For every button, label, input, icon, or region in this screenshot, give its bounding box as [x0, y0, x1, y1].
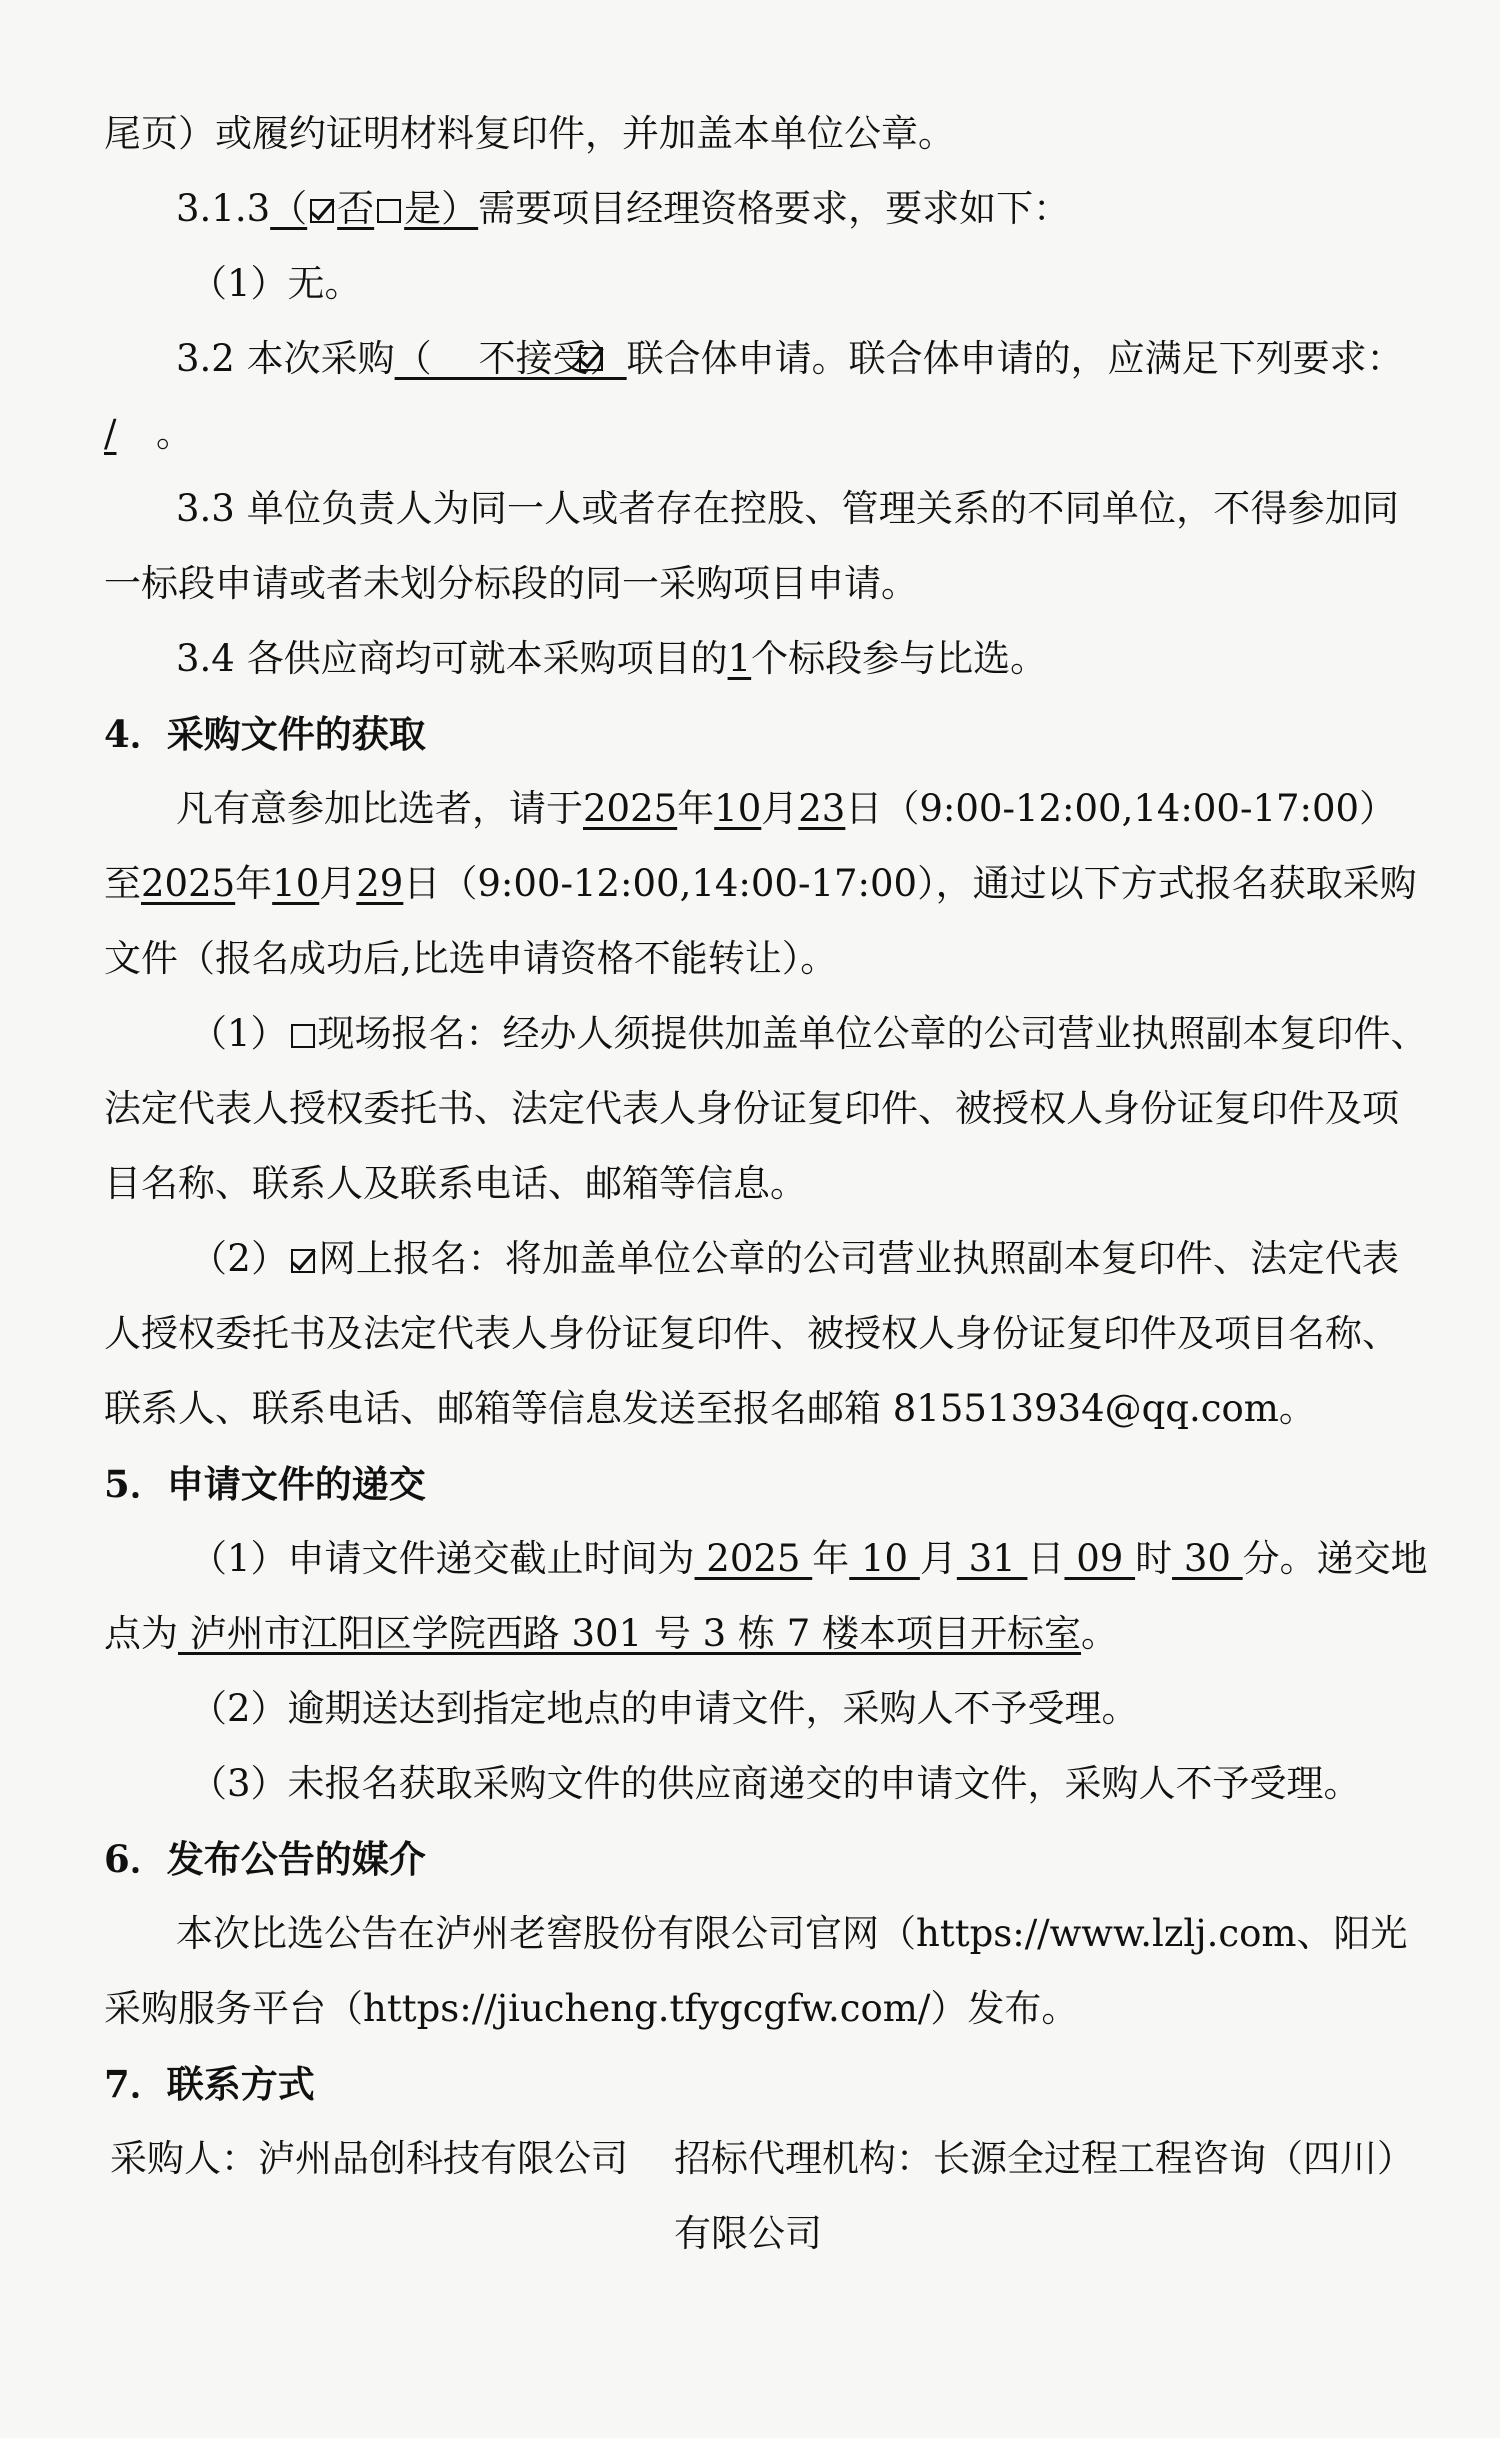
paragraph-line — [104, 935, 1399, 983]
agent-contact-continued — [674, 2210, 1400, 2258]
checked-box-icon — [579, 347, 603, 371]
text: 招标代理机构：长源全过程工程咨询（四川） — [674, 2137, 1414, 2180]
heading-text: 7．联系方式 — [104, 2062, 315, 2106]
requirement-3-4 — [176, 635, 1471, 683]
text: 日 — [1027, 1537, 1065, 1580]
paragraph-line — [104, 1085, 1399, 1133]
filled-blank: 29 — [356, 862, 404, 905]
requirement-3-2 — [176, 335, 1471, 383]
text: 目名称、联系人及联系电话、邮箱等信息。 — [104, 1162, 807, 1205]
paragraph-line — [176, 1910, 1408, 1958]
text: 尾页）或履约证明材料复印件，并加盖本单位公章。 — [104, 112, 955, 155]
checked-box-icon — [310, 199, 334, 223]
filled-blank: 31 — [956, 1537, 1028, 1580]
text: （1）无。 — [190, 262, 362, 305]
text: 月 — [319, 862, 357, 905]
text: 法定代表人授权委托书、法定代表人身份证复印件、被授权人身份证复印件及项 — [104, 1087, 1399, 1130]
paragraph-line — [104, 410, 1399, 458]
text: 网上报名：将加盖单位公章的公司营业执照副本复印件、法定代表 — [318, 1237, 1400, 1280]
requirement-3-1-3 — [176, 185, 1471, 233]
filled-blank: 09 — [1064, 1537, 1136, 1580]
filled-blank: 2025 — [583, 787, 678, 830]
paragraph-line — [176, 785, 1471, 833]
text: 日（9:00-12:00,14:00-17:00），通过以下方式报名获取采购 — [403, 862, 1417, 905]
filled-blank: 23 — [798, 787, 846, 830]
paragraph-line — [104, 1160, 1399, 1208]
text: （1） — [190, 1012, 288, 1055]
paragraph-line — [176, 485, 1399, 533]
paragraph-line — [104, 1610, 1399, 1658]
text: 。 — [156, 412, 193, 455]
text: （ — [270, 187, 308, 230]
filled-blank: 2025 — [141, 862, 236, 905]
text: 人授权委托书及法定代表人身份证复印件、被授权人身份证复印件及项目名称、 — [104, 1312, 1399, 1355]
purchaser-contact — [110, 2135, 670, 2183]
text: 年 — [677, 787, 715, 830]
text: 采购服务平台（https://jiucheng.tfygcgfw.com/）发布。 — [104, 1987, 1079, 2030]
section-heading — [104, 1460, 1399, 1508]
text: （1）申请文件递交截止时间为 — [190, 1537, 695, 1580]
text: 文件（报名成功后,比选申请资格不能转让）。 — [104, 937, 838, 980]
text: 年 — [235, 862, 273, 905]
text: 个标段参与比选。 — [751, 637, 1048, 680]
paragraph-line — [104, 1385, 1399, 1433]
filled-blank: 1 — [727, 637, 752, 680]
filled-blank: 10 — [849, 1537, 920, 1580]
text: 联合体申请。联合体申请的，应满足下列要求： — [626, 337, 1404, 380]
option-yes-label: 是） — [404, 187, 479, 230]
filled-blank: / — [104, 412, 117, 455]
text: 月 — [919, 1537, 957, 1580]
text: （ 不接受） — [394, 337, 627, 380]
option-group — [270, 187, 478, 230]
text: 3.2 本次采购 — [176, 337, 395, 380]
text: 有限公司 — [674, 2212, 822, 2255]
paragraph-line — [190, 1760, 1485, 1808]
text: 一标段申请或者未划分标段的同一采购项目申请。 — [104, 562, 918, 605]
unchecked-box-icon — [291, 1024, 315, 1048]
text: 3.3 单位负责人为同一人或者存在控股、管理关系的不同单位，不得参加同 — [176, 487, 1399, 530]
paragraph-line — [190, 260, 1485, 308]
section-heading — [104, 2060, 1399, 2108]
agent-contact — [674, 2135, 1414, 2183]
text: 月 — [761, 787, 799, 830]
filled-blank: 10 — [272, 862, 320, 905]
filled-blank: 泸州市江阳区学院西路 301 号 3 栋 7 楼本项目开标室 — [178, 1612, 1082, 1655]
text: 分。递交地 — [1242, 1537, 1428, 1580]
option-no-label: 否 — [337, 187, 375, 230]
consortium-option — [395, 337, 627, 380]
paragraph-line — [104, 860, 1417, 908]
paragraph-line — [190, 1685, 1485, 1733]
unchecked-box-icon — [377, 199, 401, 223]
clause-number: 3.1.3 — [176, 187, 271, 230]
heading-text: 5．申请文件的递交 — [104, 1462, 426, 1506]
text: 本次比选公告在泸州老窖股份有限公司官网（https://www.lzlj.com、阳光 — [176, 1912, 1408, 1955]
section-heading — [104, 710, 1399, 758]
text: 凡有意参加比选者，请于 — [176, 787, 583, 830]
paragraph-line — [190, 1235, 1399, 1283]
paragraph-line — [190, 1535, 1485, 1583]
filled-blank: 30 — [1172, 1537, 1243, 1580]
filled-blank: 2025 — [694, 1537, 813, 1580]
paragraph-line — [104, 1310, 1399, 1358]
text: 联系人、联系电话、邮箱等信息发送至报名邮箱 815513934@qq.com。 — [104, 1387, 1316, 1430]
filled-blank: 10 — [714, 787, 762, 830]
text: 需要项目经理资格要求，要求如下： — [478, 187, 1071, 230]
paragraph-line — [104, 560, 1399, 608]
text: （2）逾期送达到指定地点的申请文件，采购人不予受理。 — [190, 1687, 1139, 1730]
text: 。 — [1081, 1612, 1119, 1655]
section-heading — [104, 1835, 1399, 1883]
text: （3）未报名获取采购文件的供应商递交的申请文件，采购人不予受理。 — [190, 1762, 1361, 1805]
paragraph-line — [104, 110, 1399, 158]
text: 3.4 各供应商均可就本采购项目的 — [176, 637, 728, 680]
text: 至 — [104, 862, 141, 905]
text: 点为 — [104, 1612, 178, 1655]
checked-box-icon — [291, 1249, 315, 1273]
heading-text: 4．采购文件的获取 — [104, 712, 426, 756]
text: 采购人：泸州品创科技有限公司 — [110, 2137, 628, 2180]
paragraph-line — [104, 1985, 1399, 2033]
text: 日（9:00-12:00,14:00-17:00） — [845, 787, 1397, 830]
paragraph-line — [190, 1010, 1428, 1058]
heading-text: 6．发布公告的媒介 — [104, 1837, 426, 1881]
text: （2） — [190, 1237, 289, 1280]
text: 时 — [1135, 1537, 1173, 1580]
text: 年 — [812, 1537, 850, 1580]
text: 现场报名：经办人须提供加盖单位公章的公司营业执照副本复印件、 — [317, 1012, 1428, 1055]
